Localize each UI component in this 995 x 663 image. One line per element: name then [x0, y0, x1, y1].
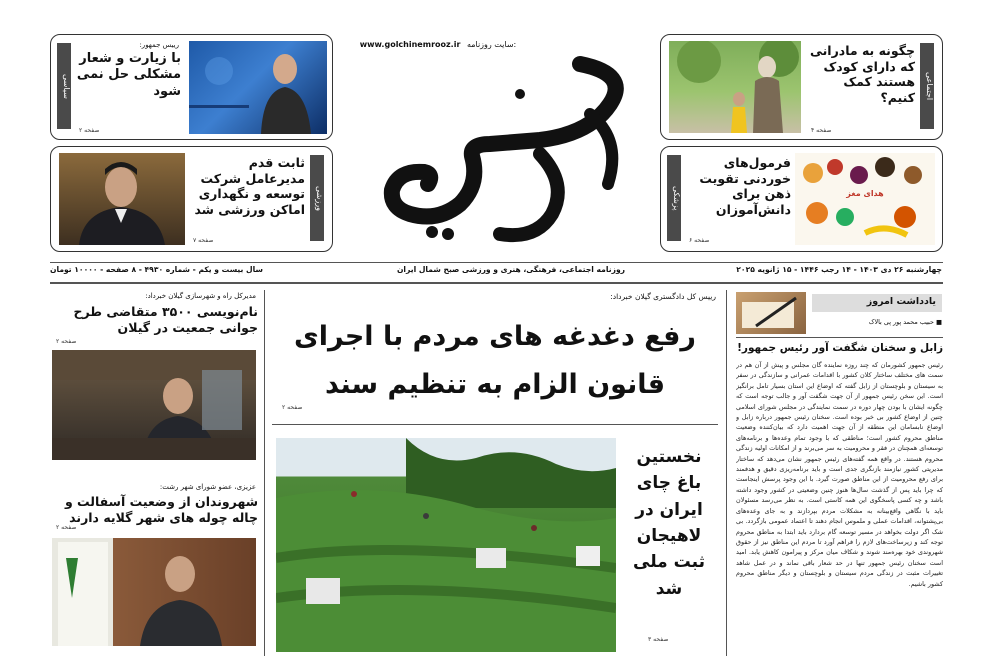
page-ref: صفحه ۶ [689, 237, 710, 244]
page-ref: صفحه ۲ [79, 127, 100, 134]
brain-food-photo [795, 153, 935, 245]
tagline: روزنامه اجتماعی، فرهنگی، هنری و ورزشی صبح شمال ایران [396, 265, 626, 274]
tea-garden-photo [276, 438, 616, 652]
top-rule [50, 262, 943, 263]
ceo-photo [59, 153, 185, 245]
column-divider-right [726, 290, 727, 656]
brain-food-label: هدای مغز [846, 189, 884, 198]
issue-line: سال بیست و یکم - شماره ۴۹۳۰ - ۸ صفحه - ۱۰۰۰۰ تومان [50, 265, 263, 274]
pen-writing-photo [736, 292, 806, 334]
page-ref: صفحه ۴ [811, 127, 832, 134]
page-ref: صفحه ۳ [648, 636, 669, 643]
main-rule [272, 424, 718, 425]
teaser-headline[interactable]: ثابت قدم مدیرعامل شرکت توسعه و نگهداری اماکن ورزشی شد [194, 155, 305, 217]
president-photo [189, 41, 327, 134]
teaser-headline[interactable]: فرمول‌های خوردنی تقویت ذهن برای دانش‌آموزان [699, 155, 791, 217]
bottom-rule [50, 282, 943, 284]
teaser-kicker: رییس جمهور: [139, 41, 179, 49]
newspaper-logo [340, 44, 650, 254]
teaser-box-politics [50, 34, 333, 140]
teaser-box-medical [660, 146, 943, 252]
page-ref: صفحه ۲ [282, 404, 303, 411]
left-story2-kicker: عزیزی، عضو شورای شهر رشت: [159, 483, 256, 491]
teaser-headline[interactable]: با زیارت و شعار مشکلی حل نمی شود [76, 51, 181, 99]
teaser-box-social [660, 34, 943, 140]
section-tab: ورزشی [310, 155, 324, 241]
page-ref: صفحه ۲ [56, 524, 77, 531]
section-tab: اجتماعی [920, 43, 934, 129]
teaser-box-sports [50, 146, 333, 252]
editorial-headline[interactable]: زابل و سخنان شگفت آور رئیس جمهور! [737, 342, 943, 354]
main-kicker: رییس کل دادگستری گیلان خبرداد: [610, 292, 716, 301]
left-story1-headline[interactable]: نام‌نویسی ۳۵۰۰ متقاضی طرح جوانی جمعیت در گیلان [73, 304, 258, 335]
left-story2-headline[interactable]: شهروندان از وضعیت آسفالت و چاله چوله های شهر گلایه دارند [64, 494, 258, 525]
page-ref: صفحه ۲ [56, 338, 77, 345]
left-story1-kicker: مدیرکل راه و شهرسازی گیلان خبرداد: [145, 292, 256, 300]
column-divider-left [264, 290, 265, 656]
editorial-author: ■ حبیب محمد پور پی بالاک [868, 318, 942, 326]
editorial-rule [736, 337, 943, 338]
editorial-body: رئیس جمهور کشورمان که چند روزه نماینده گان مجلس و پیش از آن هم در سمت های مختلف ساختار کلان کشور با اقدامات عمرانی و سازندگی در سفر به سیستان و بلوچستان از زابل گفته که اوضاع این استان بسیار تامل برانگیز است. این سخن رئیس جمهور از آن جهت شگفت آور و جالب توجه است که چگونه ایشان با بودن چهار دوره در سمت نمایندگی در مجلس شورای اسلامی چنین از اوضاع کشور بی خبر بوده است. سخنان رئیس جمهور درباره زابل و اوضاع نابسامان این منطقه از آن جهت اهمیت دارد که بیان‌کننده وضعیت مناطق محروم کشور است؛ مناطقی که با وجود تمام وعده‌ها و برنامه‌های توسعه‌ای همچنان در فقر و محرومیت به سر می‌برند و از امکانات اولیه زندگی محروم هستند. در واقع همه گفته‌های رئیس جمهور نشان می‌دهد که ساختار مدیریتی کشور نیازمند بازنگری جدی است و باید برنامه‌ریزی دقیق و هدفمند برای رفع محرومیت از این مناطق صورت گیرد. با این وجود پرسش اینجاست که چرا باید پس از گذشت سال‌ها هنوز چنین وضعیتی در کشور وجود داشته باشد و چه کسی پاسخگوی این همه کاستی است. به نظر می‌رسد مسئولان باید با نگاهی واقع‌بینانه به مشکلات مردم بپردازند و به جای وعده‌های بی‌پشتوانه، اقدامات عملی و ملموس انجام دهند تا اعتماد عمومی بازگردد. بی شک اگر دولت بخواهد در مسیر توسعه گام بردارد باید ابتدا به مناطق محروم توجه کند و زیرساخت‌های لازم را فراهم آورد تا مردم این مناطق نیز از حقوق شهروندی خود بهره‌مند شوند و شکاف میان مرکز و پیرامون کاهش یابد. امید است سخنان رئیس جمهور تنها در حد شعار باقی نماند و در عمل شاهد تغییرات مثبت در زندگی مردم سیستان و بلوچستان و دیگر مناطق محروم کشور باشیم. [736, 361, 943, 588]
page-ref: صفحه ۷ [193, 237, 214, 244]
mother-child-photo [669, 41, 801, 133]
site-url[interactable]: www.golchinemrooz.ir [359, 40, 461, 49]
date-line: چهارشنبه ۲۶ دی ۱۴۰۳ - ۱۴ رجب ۱۴۴۶ - ۱۵ ژانویه ۲۰۲۵ [736, 265, 942, 274]
section-tab: سیاسی [57, 43, 71, 129]
teaser-headline[interactable]: چگونه به مادرانی که دارای کودک هستند کمک کنیم؟ [809, 43, 915, 105]
tea-headline[interactable]: نخستین باغ چای ایران در لاهیجان ثبت ملی شد [633, 447, 705, 599]
editorial-label: یادداشت امروز [812, 294, 942, 312]
section-tab: پزشکی [667, 155, 681, 241]
main-headline-line1[interactable]: رفع دغدغه های مردم با اجرای [294, 321, 696, 352]
main-headline-line2[interactable]: قانون الزام به تنظیم سند [324, 369, 666, 400]
roads-director-photo [52, 350, 256, 460]
council-member-photo [52, 538, 256, 646]
site-label: سایت روزنامه: [466, 40, 517, 49]
